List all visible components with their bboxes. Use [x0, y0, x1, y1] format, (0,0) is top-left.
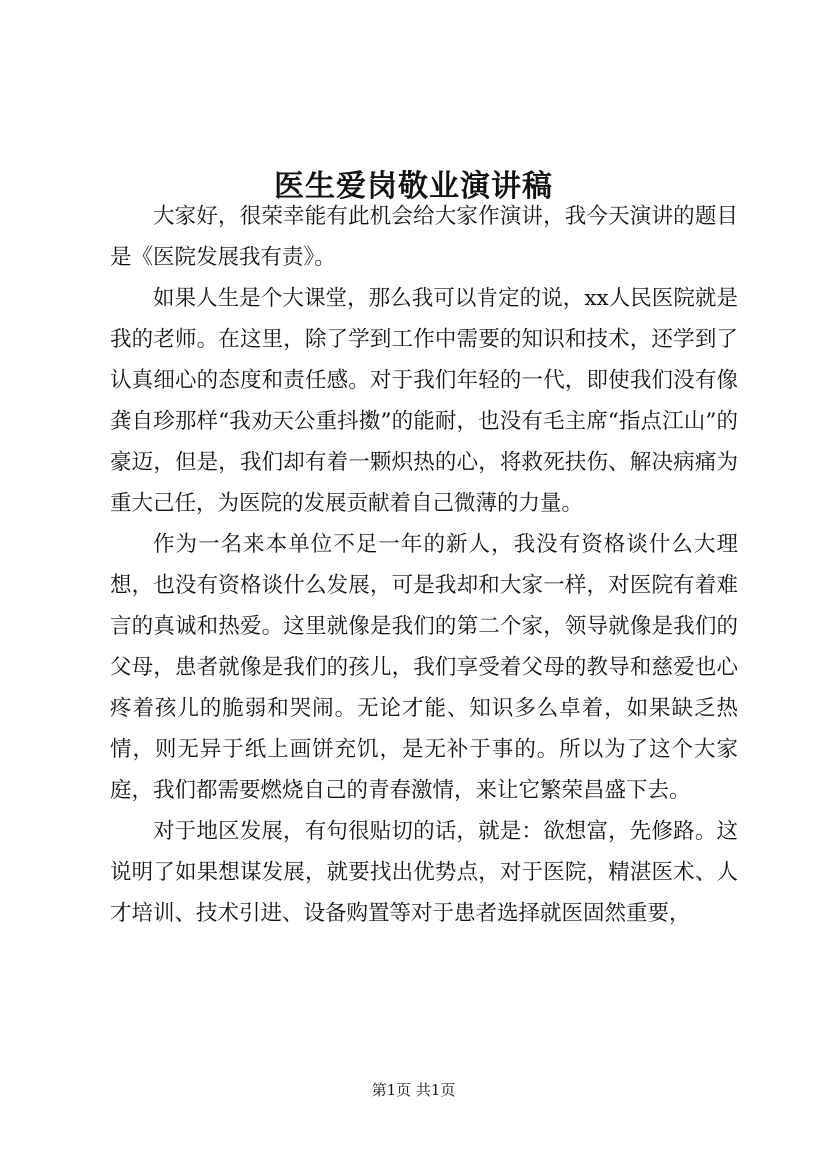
document-title: 医生爱岗敬业演讲稿 — [274, 169, 553, 205]
paragraph-3: 作为一名来本单位不足一年的新人，我没有资格谈什么大理想，也没有资格谈什么发展，可是我却和大家一样，对医院有着难言的真诚和热爱。这里就像是我们的第二个家，领导就像是我们的父母，患者就像是我们的孩儿，我们享受着父母的教导和慈爱也心疼着孩儿的脆弱和哭闹。无论才能、知识多么卓着，如果缺乏热情，则无异于纸上画饼充饥，是无补于事的。所以为了这个大家庭，我们都需要燃烧自己的青春激情，来让它繁荣昌盛下去。 — [110, 532, 738, 803]
page-footer: 第1页 共1页 — [371, 1081, 456, 1099]
paragraph-4: 对于地区发展，有句很贴切的话，就是：欲想富，先修路。这说明了如果想谋发展，就要找出优势点，对于医院，精湛医术、人才培训、技术引进、设备购置等对于患者选择就医固然重要， — [110, 819, 738, 926]
document-body — [110, 196, 738, 934]
paragraph-2: 如果人生是个大课堂，那么我可以肯定的说，xx人民医院就是我的老师。在这里，除了学到工作中需要的知识和技术，还学到了认真细心的态度和责任感。对于我们年轻的一代，即使我们没有像龚自珍那样“我劝天公重抖擞”的能耐，也没有毛主席“指点江山”的豪迈，但是，我们却有着一颗炽热的心，将救死扶伤、解决病痛为重大己任，为医院的发展贡献着自己微薄的力量。 — [110, 286, 738, 516]
paragraph-1: 大家好，很荣幸能有此机会给大家作演讲，我今天演讲的题目是《医院发展我有责》。 — [110, 204, 738, 270]
